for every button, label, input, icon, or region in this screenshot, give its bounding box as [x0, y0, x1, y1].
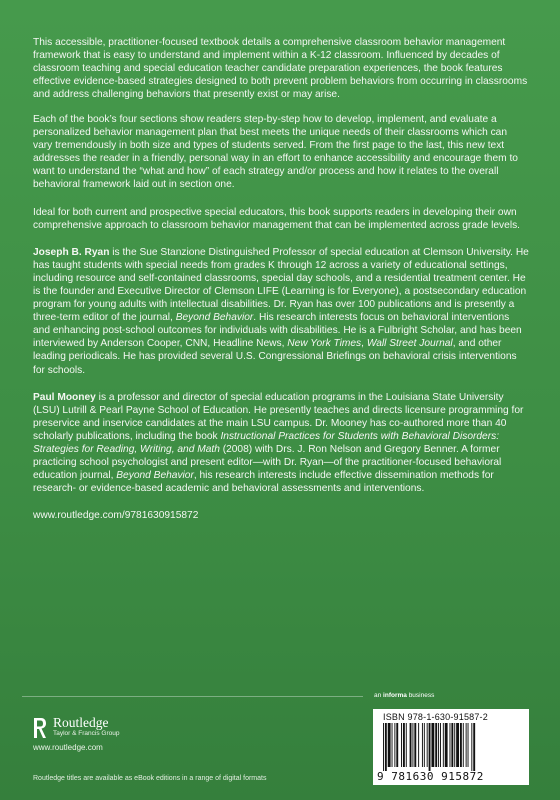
- author-bio-mooney: [33, 391, 529, 496]
- ebook-note: Routledge titles are available as eBook editions in a range of digital formats: [33, 775, 267, 782]
- barcode-bar: [429, 723, 431, 771]
- description-paragraph-1: This accessible, practitioner-focused textbook details a comprehensive classroom behavior management framework that is easy to understand and implement within a K-12 classroom. Influenced by decades of classroom teaching and special education teacher candidate preparation experiences, the book features effective evidence-based strategies designed to both prevent problem behaviors from occurring in classrooms and address challenging behaviors that presently exist or may arise.: [33, 37, 528, 101]
- publisher-logo: [33, 715, 233, 755]
- description-paragraph-3: Ideal for both current and prospective special educators, this book supports readers in developing their own comprehensive approach to classroom behavior management that can be implemented across grade levels.: [33, 206, 521, 231]
- barcode-bar: [451, 723, 453, 767]
- barcode-bar: [396, 723, 398, 767]
- back-cover-text: [33, 36, 529, 534]
- routledge-r-icon: [33, 717, 47, 739]
- mooney-bio-part-b: (2008) with Drs. J. Ron Nelson and Gregory Benner. A former practicing school psychologist and present editor—with Dr. Ryan—of the practitioner-focused behavioral education journal,: [33, 444, 502, 482]
- barcode-bar: [424, 723, 425, 767]
- ryan-bio-part-c: , and other leading periodicals. He has provided several U.S. Congressional Briefings on behavioral crisis interventions for schools.: [33, 338, 517, 376]
- ryan-separator: ,: [361, 338, 367, 350]
- informa-brand: informa: [383, 692, 407, 699]
- barcode-bar: [466, 723, 467, 767]
- mooney-book-title: Instructional Practices for Students with Behavioral Disorders: Strategies for Reading, Writing, and Math: [33, 430, 500, 456]
- barcode-bar: [450, 723, 451, 767]
- barcode-bar: [406, 723, 407, 767]
- description-paragraph-2: Each of the book’s four sections show readers step-by-step how to develop, implement, and evaluate a personalized behavior management plan that best meets the unique needs of their classrooms which can vary tremendously in both size and types of students served. From the first page to the last, this new text addresses the reader in a friendly, personal way in an effort to enhance accessibility and encourage them to want to understand the “what and how” of each strategy and/or process and how it relates to the overall behavioral framework laid out in section one.: [33, 113, 518, 191]
- barcode-bar: [468, 723, 469, 767]
- barcode-bar: [401, 723, 402, 767]
- barcode-bar: [388, 723, 391, 767]
- barcode-bars: [381, 723, 521, 771]
- barcode-bar: [383, 723, 384, 771]
- barcode-bar: [403, 723, 405, 767]
- barcode-bar: [445, 723, 448, 767]
- barcode-bar: [463, 723, 464, 767]
- barcode-bar: [414, 723, 416, 767]
- author-name-ryan: Joseph B. Ryan: [33, 246, 110, 258]
- barcode-bar: [473, 723, 475, 771]
- barcode-bar: [392, 723, 393, 767]
- barcode-bar: [438, 723, 439, 767]
- ryan-bio-part-a: is the Sue Stanzione Distinguished Professor of special education at Clemson University. He has taught students with special needs from grades K through 12 across a variety of educational settings, including resource and self-contained classrooms, special day schools, and a residential treatment center. He is the founder and Executive Director of Clemson LIFE (Learning is for Everyone), a postsecondary education program for young adults with intellectual disabilities. Dr. Ryan has over 100 publications and is presently a three-term editor of the journal,: [33, 246, 529, 324]
- informa-prefix: an: [374, 692, 384, 699]
- barcode-bar: [412, 723, 413, 767]
- publisher-website: www.routledge.com: [33, 743, 103, 752]
- barcode-bar: [454, 723, 455, 767]
- barcode-bar: [460, 723, 462, 767]
- publisher-name: Routledge: [53, 715, 109, 730]
- author-bio-ryan: [33, 246, 529, 377]
- barcode-bar: [471, 723, 472, 771]
- barcode-bar: [418, 723, 419, 767]
- mooney-bio-part-a: is a professor and director of special education programs in the Louisiana State University (LSU) Lutrill & Pearl Payne School of Education. He presently teaches and directs licensure programming for preservice and inservice candidates at the main LSU campus. Dr. Mooney has co-authored more than 40 scholarly publications, including the book: [33, 391, 524, 442]
- barcode-bar: [427, 723, 428, 767]
- barcode-digits: 9 781630 915872: [377, 770, 484, 783]
- isbn-barcode: [373, 709, 529, 785]
- barcode-bar: [443, 723, 444, 767]
- ryan-bio-part-b: . His research interests focus on behavioral interventions and enhancing post-school outcomes for individuals with disabilities. He is a Fulbright Scholar, and has been interviewed by Anderson Cooper, CNN, Headline News,: [33, 312, 522, 350]
- book-url: www.routledge.com/9781630915872: [33, 510, 199, 522]
- barcode-bar: [385, 723, 387, 771]
- mooney-bio-part-c: , his research interests include effective dissemination methods for research- or evidence-based academic and behavioral assessments and interventions.: [33, 470, 494, 495]
- mooney-journal-title: Beyond Behavior: [116, 470, 194, 482]
- ryan-periodical-nyt: New York Times: [287, 338, 362, 350]
- publisher-group: Taylor & Francis Group: [53, 730, 120, 737]
- author-name-mooney: Paul Mooney: [33, 391, 96, 403]
- informa-tagline: [374, 692, 434, 699]
- ryan-journal-title: Beyond Behavior: [175, 312, 254, 324]
- barcode-bar: [440, 723, 441, 767]
- ryan-periodical-wsj: Wall Street Journal: [366, 338, 453, 350]
- barcode-bar: [435, 723, 437, 767]
- barcode-bar: [410, 723, 412, 767]
- divider-line: [22, 696, 363, 697]
- barcode-bar: [394, 723, 395, 767]
- isbn-label: ISBN 978-1-630-91587-2: [383, 712, 488, 722]
- barcode-bar: [456, 723, 459, 767]
- barcode-bar: [422, 723, 423, 767]
- informa-suffix: business: [406, 692, 435, 699]
- barcode-bar: [431, 723, 434, 767]
